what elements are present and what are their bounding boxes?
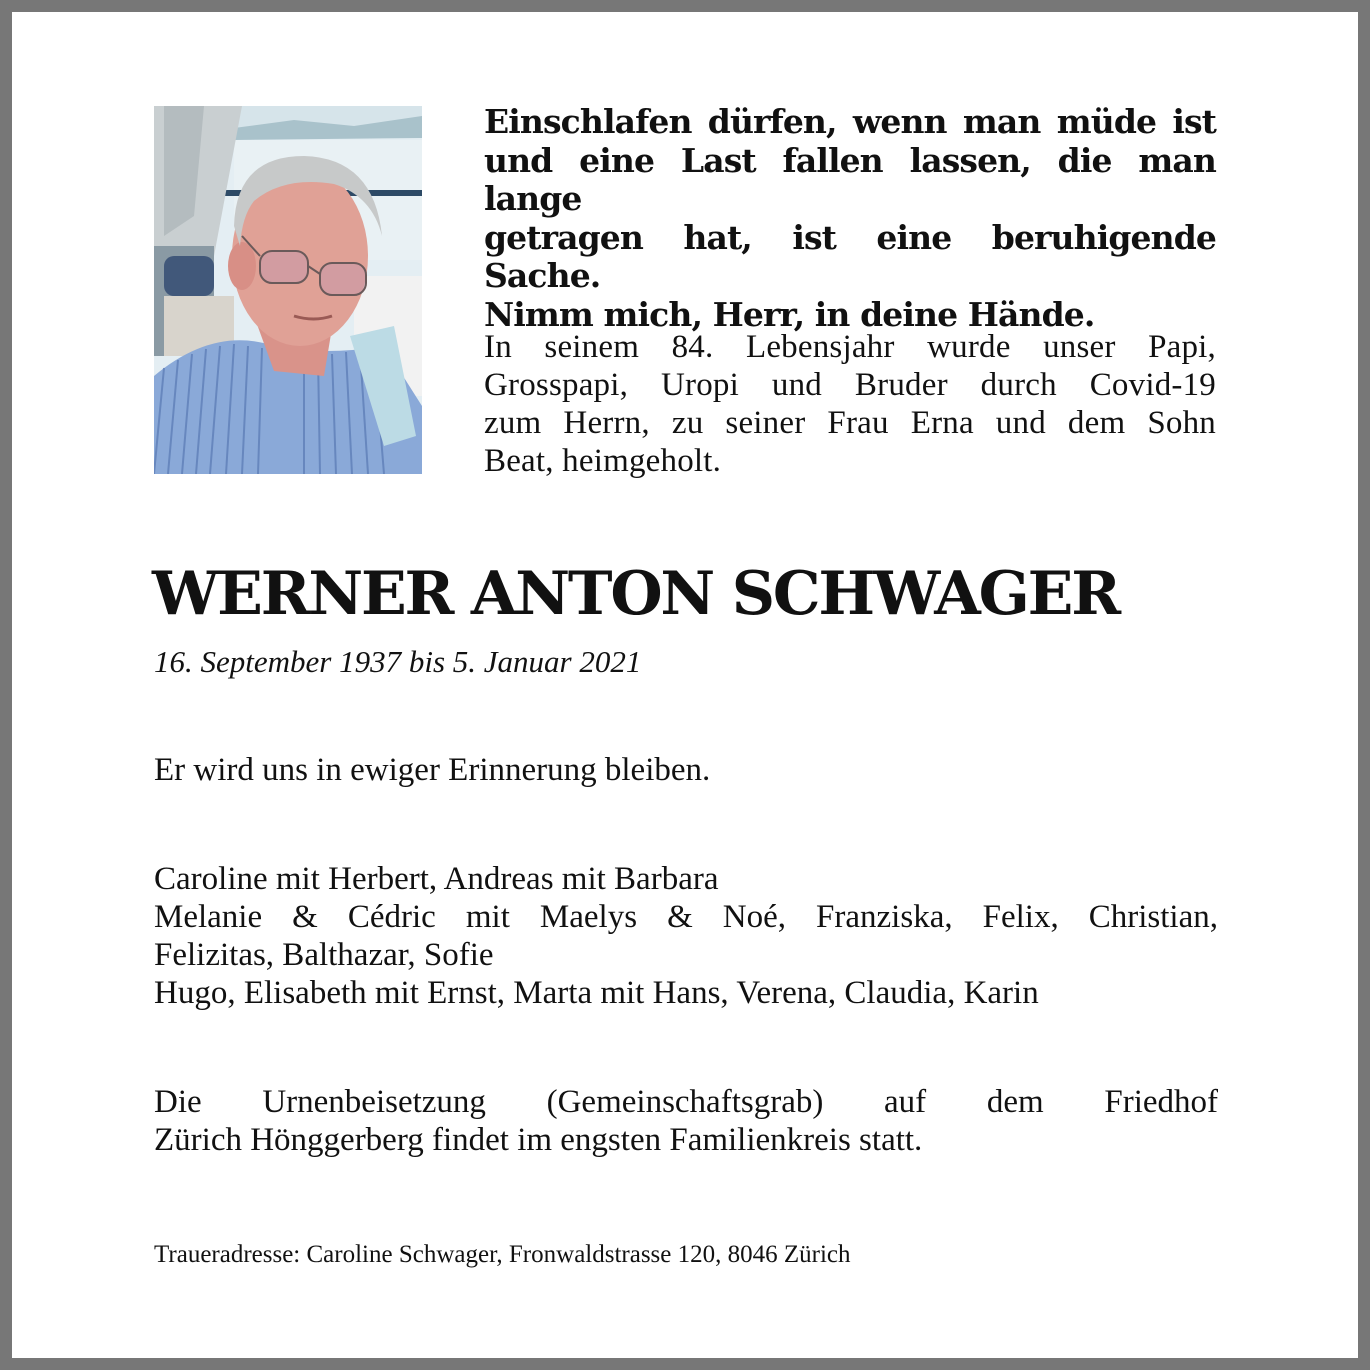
quote-block bbox=[484, 103, 1216, 334]
intro-line: In seinem 84. Lebensjahr wurde unser Papi, bbox=[484, 329, 1216, 365]
bag bbox=[164, 256, 214, 296]
burial-notice bbox=[154, 1083, 1218, 1159]
burial-line: Die Urnenbeisetzung (Gemeinschaftsgrab) auf dem Friedhof bbox=[154, 1084, 1218, 1120]
quote-line: Nimm mich, Herr, in deine Hände. bbox=[484, 294, 1095, 334]
portrait-illustration bbox=[154, 106, 422, 474]
intro-line: Grosspapi, Uropi und Bruder durch Covid-19 bbox=[484, 367, 1216, 403]
family-list bbox=[154, 860, 1218, 1012]
portrait-photo bbox=[154, 106, 422, 474]
family-line: Melanie & Cédric mit Maelys & Noé, Franziska, Felix, Christian, bbox=[154, 899, 1218, 935]
intro-line: Beat, heimgeholt. bbox=[484, 443, 722, 479]
life-dates: 16. September 1937 bis 5. Januar 2021 bbox=[154, 644, 642, 679]
family-line: Felizitas, Balthazar, Sofie bbox=[154, 937, 494, 973]
quote-line: getragen hat, ist eine beruhigende Sache. bbox=[484, 217, 1216, 295]
mourning-address: Traueradresse: Caroline Schwager, Fronwaldstrasse 120, 8046 Zürich bbox=[154, 1241, 851, 1268]
intro-line: zum Herrn, zu seiner Frau Erna und dem Sohn bbox=[484, 405, 1216, 441]
memory-line: Er wird uns in ewiger Erinnerung bleiben. bbox=[154, 752, 711, 788]
deceased-name: WERNER ANTON SCHWAGER bbox=[152, 559, 1119, 629]
intro-paragraph bbox=[484, 328, 1216, 480]
family-line: Caroline mit Herbert, Andreas mit Barbara bbox=[154, 861, 719, 897]
quote-line: Einschlafen dürfen, wenn man müde ist bbox=[484, 102, 1216, 141]
family-line: Hugo, Elisabeth mit Ernst, Marta mit Hans, Verena, Claudia, Karin bbox=[154, 975, 1039, 1011]
burial-line: Zürich Hönggerberg findet im engsten Familienkreis statt. bbox=[154, 1122, 923, 1158]
quote-line: und eine Last fallen lassen, die man lange bbox=[484, 140, 1216, 218]
